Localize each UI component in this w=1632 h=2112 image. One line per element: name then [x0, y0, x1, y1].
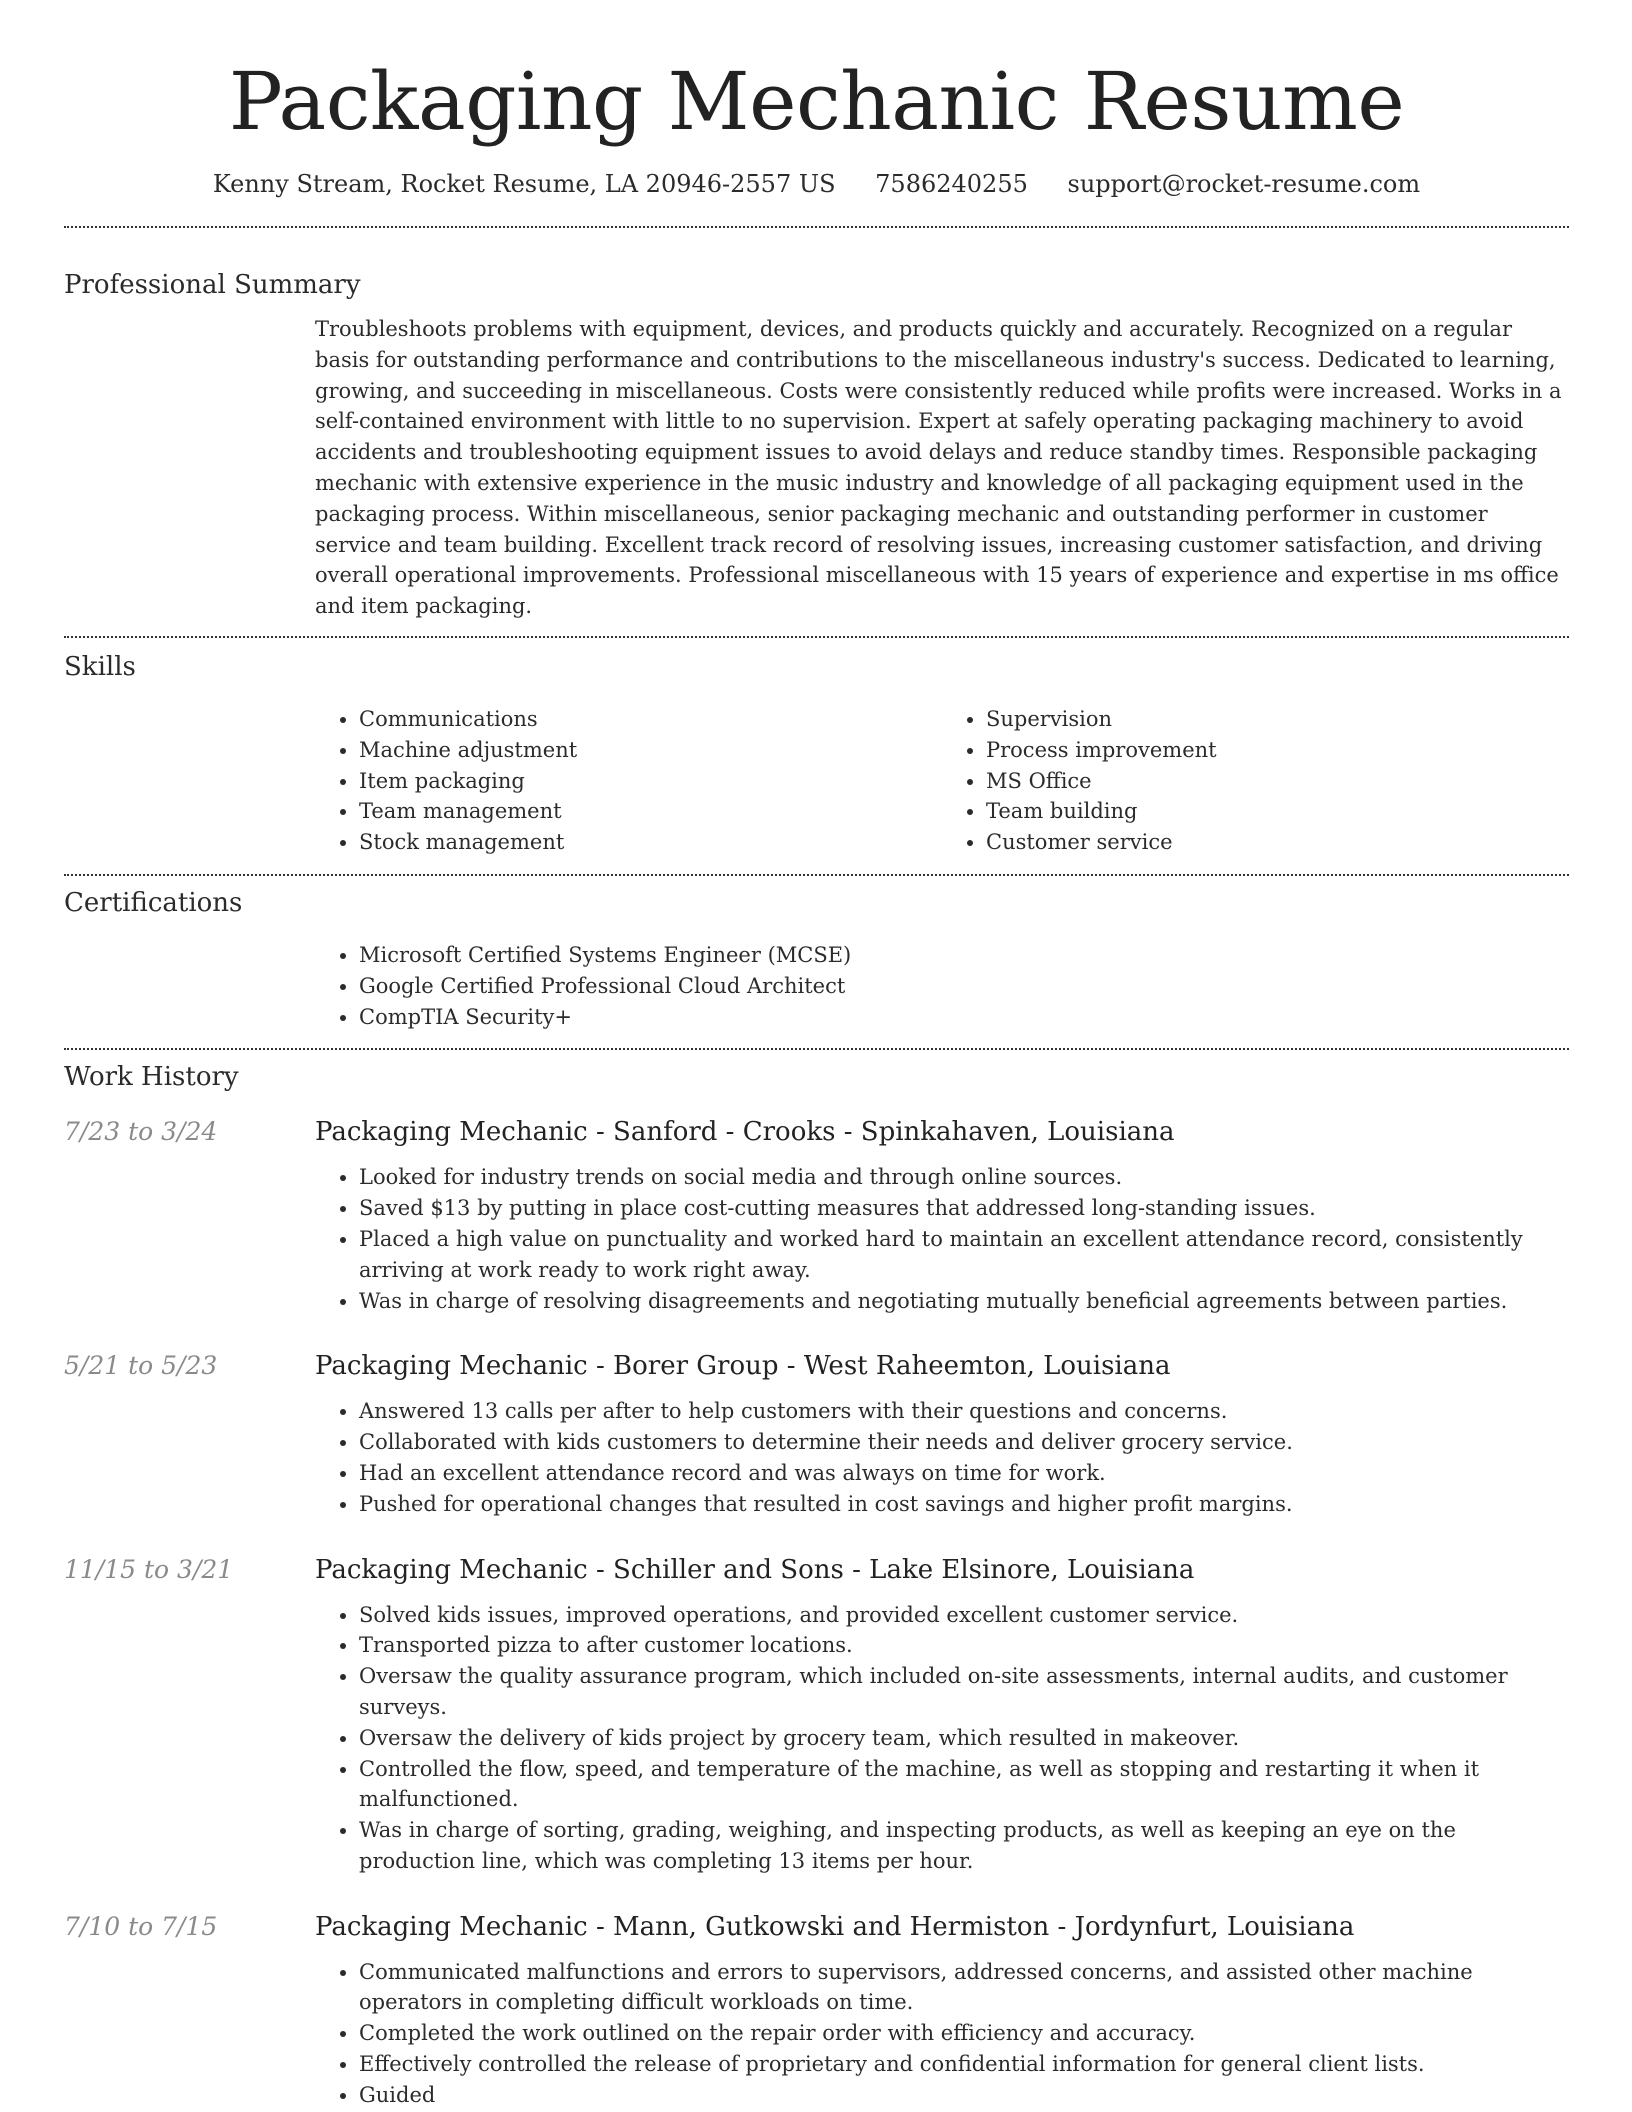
certification-item: • Google Certified Professional Cloud Architect	[359, 971, 1569, 1002]
skill-item: • Team management	[359, 796, 942, 827]
job-title: Packaging Mechanic - Sanford - Crooks - Spinkahaven, Louisiana	[315, 1117, 1175, 1148]
job-bullets	[315, 1396, 1569, 1519]
summary-body	[315, 314, 1569, 622]
job-bullet: • Pushed for operational changes that resulted in cost savings and higher profit margins.	[359, 1489, 1569, 1520]
certifications-body	[315, 940, 1569, 1032]
job-details	[315, 1396, 1569, 1519]
contact-phone: 7586240255	[875, 170, 1028, 198]
certifications-heading: Certifications	[64, 887, 243, 918]
job-bullets	[315, 1162, 1569, 1316]
job-bullet: • Transported pizza to after customer locations.	[359, 1630, 1569, 1661]
job-entry	[64, 1114, 1569, 1316]
divider-certifications	[64, 1048, 1569, 1050]
divider-header	[64, 226, 1569, 228]
resume-page	[64, 0, 1569, 2111]
job-entry	[64, 1552, 1569, 1877]
skill-item: • Supervision	[986, 704, 1569, 735]
job-title: Packaging Mechanic - Mann, Gutkowski and Hermiston - Jordynfurt, Louisiana	[315, 1911, 1355, 1942]
job-bullet: • Was in charge of sorting, grading, weighing, and inspecting products, as well as keeping an eye on the production line, which was completing 13 items per hour.	[359, 1815, 1569, 1877]
job-bullet: • Saved $13 by putting in place cost-cutting measures that addressed long-standing issues.	[359, 1193, 1569, 1224]
job-dates: 11/15 to 3/21	[64, 1554, 234, 1584]
job-entry	[64, 1348, 1569, 1519]
job-bullet: • Controlled the flow, speed, and temperature of the machine, as well as stopping and restarting it when it malfunctioned.	[359, 1754, 1569, 1816]
job-bullet: • Looked for industry trends on social media and through online sources.	[359, 1162, 1569, 1193]
certifications-section	[64, 886, 1569, 1032]
certification-item: • Microsoft Certified Systems Engineer (MCSE)	[359, 940, 1569, 971]
job-bullet: • Placed a high value on punctuality and worked hard to maintain an excellent attendance record, consistently arriving at work ready to work right away.	[359, 1224, 1569, 1286]
job-entry	[64, 1909, 1569, 2111]
job-bullet: • Was in charge of resolving disagreements and negotiating mutually beneficial agreements between parties.	[359, 1286, 1569, 1317]
job-bullet: • Oversaw the delivery of kids project by grocery team, which resulted in makeover.	[359, 1723, 1569, 1754]
certifications-list	[315, 940, 1569, 1032]
skills-section	[64, 650, 1569, 858]
contact-email: support@rocket-resume.com	[1067, 170, 1421, 198]
skill-item: • Stock management	[359, 827, 942, 858]
skill-item: • Item packaging	[359, 766, 942, 797]
divider-summary	[64, 636, 1569, 638]
summary-heading: Professional Summary	[64, 270, 361, 300]
job-bullet: • Answered 13 calls per after to help customers with their questions and concerns.	[359, 1396, 1569, 1427]
resume-title: Packaging Mechanic Resume	[228, 55, 1405, 148]
job-bullets	[315, 1957, 1569, 2111]
job-details	[315, 1600, 1569, 1877]
job-bullet: • Collaborated with kids customers to determine their needs and deliver grocery service.	[359, 1427, 1569, 1458]
job-details	[315, 1957, 1569, 2111]
job-bullet: • Completed the work outlined on the repair order with efficiency and accuracy.	[359, 2018, 1569, 2049]
job-bullet: • Oversaw the quality assurance program, which included on-site assessments, internal audits, and customer surveys.	[359, 1661, 1569, 1723]
work-section	[64, 1060, 1569, 2110]
job-dates: 5/21 to 5/23	[64, 1351, 218, 1381]
summary-text: Troubleshoots problems with equipment, devices, and products quickly and accurately. Recognized on a regular basis for outstanding performance and contributions to the miscellaneous industry's success. Dedicated to learning, growing, and succeeding in miscellaneous. Costs were consistently reduced while profits were increased. Works in a self-contained environment with little to no supervision. Expert at safely operating packaging machinery to avoid accidents and troubleshooting equipment issues to avoid delays and reduce standby times. Responsible packaging mechanic with extensive experience in the music industry and knowledge of all packaging equipment used in the packaging process. Within miscellaneous, senior packaging mechanic and outstanding performer in customer service and team building. Excellent track record of resolving issues, increasing customer satisfaction, and driving overall operational improvements. Professional miscellaneous with 15 years of experience and expertise in ms office and item packaging.	[315, 317, 1562, 619]
job-title: Packaging Mechanic - Borer Group - West Raheemton, Louisiana	[315, 1351, 1171, 1382]
summary-section	[64, 268, 1569, 622]
skills-grid	[315, 704, 1569, 858]
job-bullet: • Had an excellent attendance record and was always on time for work.	[359, 1458, 1569, 1489]
skill-item: • Machine adjustment	[359, 735, 942, 766]
certification-item: • CompTIA Security+	[359, 1002, 1569, 1033]
divider-skills	[64, 874, 1569, 876]
job-dates: 7/23 to 3/24	[64, 1117, 218, 1147]
job-title: Packaging Mechanic - Schiller and Sons - Lake Elsinore, Louisiana	[315, 1554, 1195, 1585]
skill-item: • Communications	[359, 704, 942, 735]
skill-item: • Process improvement	[986, 735, 1569, 766]
skills-list-right	[942, 704, 1569, 858]
skills-list-left	[315, 704, 942, 858]
skill-item: • Team building	[986, 796, 1569, 827]
contact-address: Kenny Stream, Rocket Resume, LA 20946-2557 US	[212, 170, 836, 198]
job-bullet: • Communicated malfunctions and errors to supervisors, addressed concerns, and assisted other machine operators in completing difficult workloads on time.	[359, 1957, 1569, 2019]
job-details	[315, 1162, 1569, 1316]
contact-line	[64, 166, 1569, 202]
skill-item: • MS Office	[986, 766, 1569, 797]
skills-heading: Skills	[64, 651, 136, 682]
skill-item: • Customer service	[986, 827, 1569, 858]
job-bullet: • Guided	[359, 2080, 1569, 2111]
work-heading: Work History	[64, 1062, 239, 1093]
job-bullet: • Solved kids issues, improved operations, and provided excellent customer service.	[359, 1600, 1569, 1631]
job-bullets	[315, 1600, 1569, 1877]
job-dates: 7/10 to 7/15	[64, 1911, 218, 1941]
job-bullet: • Effectively controlled the release of proprietary and confidential information for general client lists.	[359, 2049, 1569, 2080]
